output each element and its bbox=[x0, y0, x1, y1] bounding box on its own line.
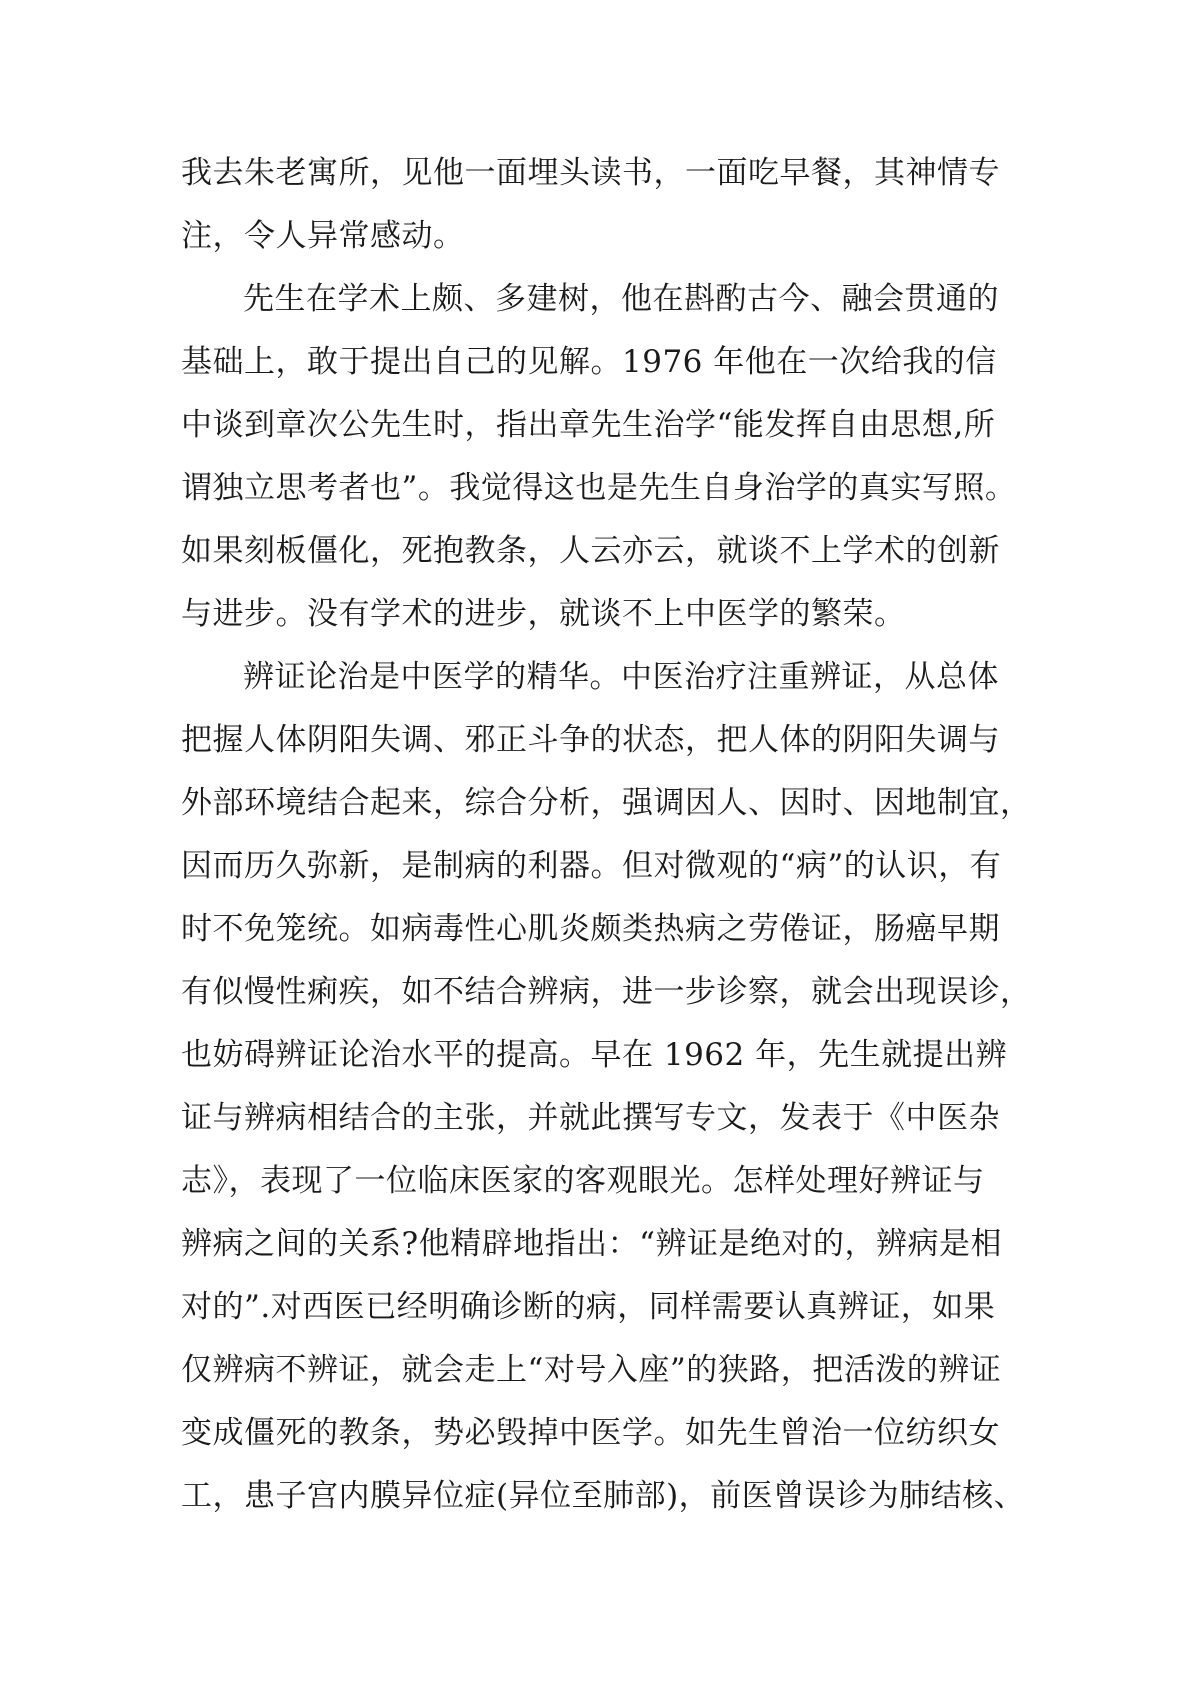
text-line: 与进步。没有学术的进步，就谈不上中医学的繁荣。 bbox=[181, 596, 906, 632]
text-line: 也妨碍辨证论治水平的提高。早在 1962 年，先生就提出辨 bbox=[181, 1037, 1008, 1073]
paragraph-start-line: 辨证论治是中医学的精华。中医治疗注重辨证，从总体 bbox=[243, 659, 999, 695]
text-line: 谓独立思考者也”。我觉得这也是先生自身治学的真实写照。 bbox=[181, 470, 1017, 506]
text-line: 证与辨病相结合的主张，并就此撰写专文，发表于《中医杂 bbox=[181, 1100, 1000, 1136]
text-line: 时不免笼统。如病毒性心肌炎颇类热病之劳倦证，肠癌早期 bbox=[181, 911, 1000, 947]
text-line: 我去朱老寓所，见他一面埋头读书，一面吃早餐，其神情专 bbox=[181, 155, 1000, 191]
text-line: 辨病之间的关系?他精辟地指出：“辨证是绝对的，辨病是相 bbox=[181, 1226, 1002, 1262]
text-line: 仅辨病不辨证，就会走上“对号入座”的狭路，把活泼的辨证 bbox=[181, 1352, 1002, 1388]
text-line: 如果刻板僵化，死抱教条，人云亦云，就谈不上学术的创新 bbox=[181, 533, 1000, 569]
text-line: 注，令人异常感动。 bbox=[181, 218, 465, 254]
text-line: 变成僵死的教条，势必毁掉中医学。如先生曾治一位纺织女 bbox=[181, 1415, 1000, 1451]
text-line: 有似慢性痢疾，如不结合辨病，进一步诊察，就会出现误诊， bbox=[181, 974, 1032, 1010]
text-line: 基础上，敢于提出自己的见解。1976 年他在一次给我的信 bbox=[181, 344, 997, 380]
text-line: 对的”.对西医已经明确诊断的病，同样需要认真辨证，如果 bbox=[181, 1289, 996, 1325]
text-line: 外部环境结合起来，综合分析，强调因人、因时、因地制宜， bbox=[181, 785, 1032, 821]
text-line: 工，患子宫内膜异位症(异位至肺部)，前医曾误诊为肺结核、 bbox=[181, 1478, 1026, 1514]
text-line: 志》，表现了一位临床医家的客观眼光。怎样处理好辨证与 bbox=[181, 1163, 985, 1199]
text-line: 把握人体阴阳失调、邪正斗争的状态，把人体的阴阳失调与 bbox=[181, 722, 1000, 758]
text-line: 中谈到章次公先生时，指出章先生治学“能发挥自由思想,所 bbox=[181, 407, 996, 443]
paragraph-start-line: 先生在学术上颇、多建树，他在斟酌古今、融会贯通的 bbox=[243, 281, 999, 317]
body-text bbox=[181, 142, 1061, 1528]
text-line: 因而历久弥新，是制病的利器。但对微观的“病”的认识，有 bbox=[181, 848, 1002, 884]
